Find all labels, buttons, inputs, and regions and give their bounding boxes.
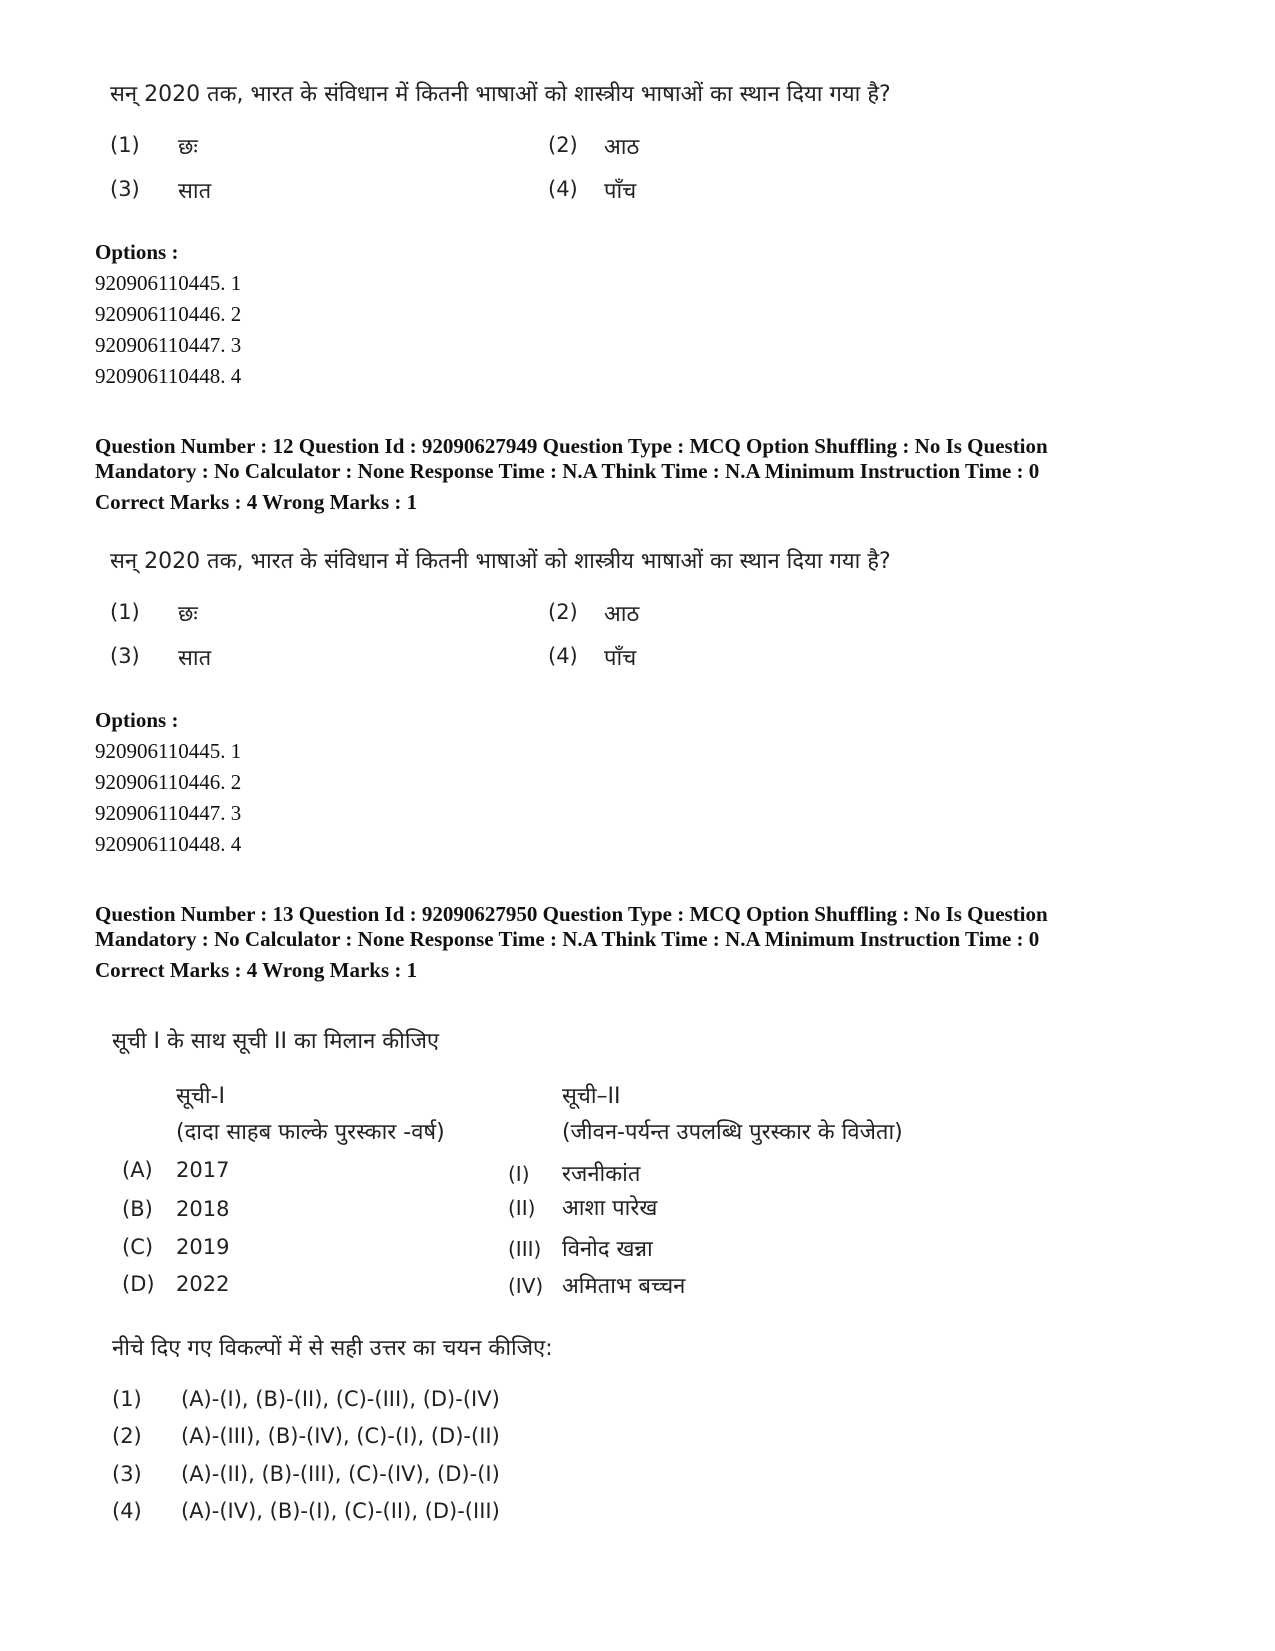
- option-id: 920906110446. 2: [95, 770, 242, 794]
- choice-text: पाँच: [604, 179, 637, 204]
- list2-name: अमिताभ बच्चन: [562, 1274, 686, 1299]
- choice-text: सात: [178, 646, 212, 671]
- marks-line: Correct Marks : 4 Wrong Marks : 1: [95, 958, 418, 982]
- question-meta-line: Mandatory : No Calculator : None Response Time : N.A Think Time : N.A Minimum Instruction Time : 0: [95, 459, 1040, 483]
- list1-label: (B): [122, 1197, 153, 1221]
- options-label: Options :: [95, 708, 179, 732]
- list1-label: (C): [122, 1235, 154, 1259]
- list1-title: सूची-I: [176, 1084, 225, 1109]
- option-id: 920906110447. 3: [95, 333, 242, 357]
- list2-name: विनोद खन्ना: [562, 1237, 653, 1262]
- question-meta-line: Question Number : 12 Question Id : 92090627949 Question Type : MCQ Option Shuffling : No Is Question: [95, 434, 1048, 458]
- answer-number: (3): [112, 1462, 142, 1486]
- answer-number: (4): [112, 1499, 142, 1523]
- list2-label: (I): [508, 1162, 530, 1186]
- choice-text: पाँच: [604, 646, 637, 671]
- choice-number: (4): [548, 644, 578, 668]
- question-meta: [95, 902, 1205, 952]
- answer-number: (1): [112, 1387, 142, 1411]
- question-meta-line: Mandatory : No Calculator : None Response Time : N.A Think Time : N.A Minimum Instruction Time : 0: [95, 927, 1040, 951]
- answer-text: (A)-(III), (B)-(IV), (C)-(I), (D)-(II): [181, 1424, 500, 1448]
- choice-number: (3): [110, 177, 140, 201]
- choice-number: (2): [548, 133, 578, 157]
- choice-number: (4): [548, 177, 578, 201]
- answer-number: (2): [112, 1424, 142, 1448]
- answer-text: (A)-(IV), (B)-(I), (C)-(II), (D)-(III): [181, 1499, 500, 1523]
- match-instruction: सूची I के साथ सूची II का मिलान कीजिए: [112, 1029, 440, 1054]
- choice-number: (1): [110, 133, 140, 157]
- list1-year: 2017: [176, 1158, 230, 1182]
- marks-line: Correct Marks : 4 Wrong Marks : 1: [95, 490, 418, 514]
- option-id: 920906110448. 4: [95, 832, 242, 856]
- list2-label: (IV): [508, 1274, 544, 1298]
- list2-title: सूची–II: [562, 1084, 621, 1109]
- list1-label: (A): [122, 1158, 153, 1182]
- choice-number: (2): [548, 600, 578, 624]
- question-text: सन् 2020 तक, भारत के संविधान में कितनी भाषाओं को शास्त्रीय भाषाओं का स्थान दिया गया है?: [110, 82, 891, 107]
- list1-subtitle: (दादा साहब फाल्के पुरस्कार -वर्ष): [176, 1120, 445, 1145]
- answer-text: (A)-(I), (B)-(II), (C)-(III), (D)-(IV): [181, 1387, 500, 1411]
- answer-prompt: नीचे दिए गए विकल्पों में से सही उत्तर का चयन कीजिए:: [112, 1336, 553, 1361]
- list1-year: 2019: [176, 1235, 230, 1259]
- option-id: 920906110445. 1: [95, 739, 242, 763]
- option-id: 920906110448. 4: [95, 364, 242, 388]
- answer-text: (A)-(II), (B)-(III), (C)-(IV), (D)-(I): [181, 1462, 500, 1486]
- list2-label: (II): [508, 1196, 536, 1220]
- list1-label: (D): [122, 1272, 155, 1296]
- choice-text: छः: [178, 135, 198, 160]
- option-id: 920906110446. 2: [95, 302, 242, 326]
- question-meta: [95, 434, 1205, 484]
- list2-label: (III): [508, 1237, 542, 1261]
- choice-text: आठ: [604, 602, 640, 627]
- choice-text: सात: [178, 179, 212, 204]
- choice-text: आठ: [604, 135, 640, 160]
- options-label: Options :: [95, 240, 179, 264]
- question-text: सन् 2020 तक, भारत के संविधान में कितनी भाषाओं को शास्त्रीय भाषाओं का स्थान दिया गया है?: [110, 549, 891, 574]
- option-id: 920906110445. 1: [95, 271, 242, 295]
- choice-number: (1): [110, 600, 140, 624]
- list1-year: 2018: [176, 1197, 230, 1221]
- list2-name: रजनीकांत: [562, 1162, 641, 1187]
- choice-text: छः: [178, 602, 198, 627]
- list1-year: 2022: [176, 1272, 230, 1296]
- list2-subtitle: (जीवन-पर्यन्त उपलब्धि पुरस्कार के विजेता): [562, 1120, 903, 1145]
- choice-number: (3): [110, 644, 140, 668]
- list2-name: आशा पारेख: [562, 1196, 658, 1221]
- question-meta-line: Question Number : 13 Question Id : 92090627950 Question Type : MCQ Option Shuffling : No Is Question: [95, 902, 1048, 926]
- option-id: 920906110447. 3: [95, 801, 242, 825]
